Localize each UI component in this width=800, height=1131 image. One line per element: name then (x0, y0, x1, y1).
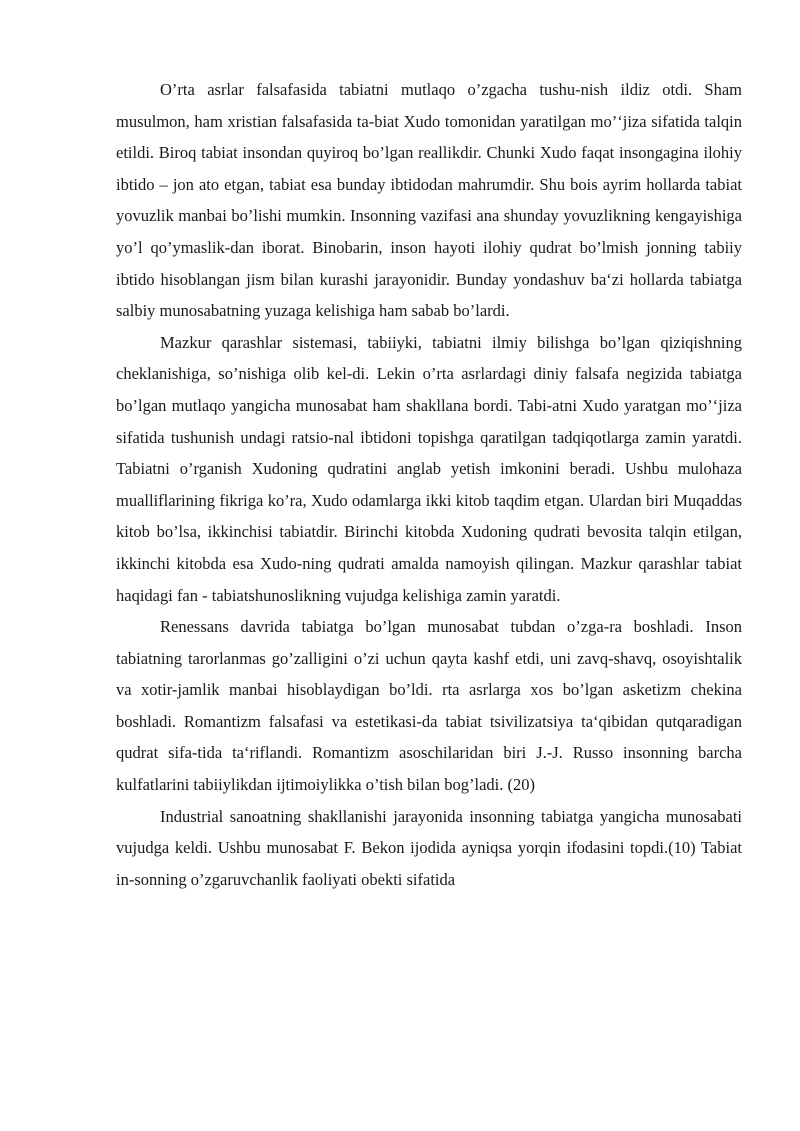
paragraph-1: O’rta asrlar falsafasida tabiatni mutlaqo o’zgacha tushu-nish ildiz otdi. Sham musulmon, ham xristian falsafasida ta-biat Xudo tomonidan yaratilgan mo’‘jiza sifatida talqin etildi. Biroq tabiat insondan quyiroq bo’lgan reallikdir. Chunki Xudo faqat insongagina ilohiy ibtido – jon ato etgan, tabiat esa bunday ibtidodan mahrumdir. Shu bois ayrim hollarda tabiat yovuzlik manbai bo’lishi mumkin. Insonning vazifasi ana shunday yovuzlikning kengayishiga yo’l qo’ymaslik-dan iborat. Binobarin, inson hayoti ilohiy qudrat bo’lmish jonning tabiiy ibtido hisoblangan jism bilan kurashi jarayonidir. Bunday yondashuv ba‘zi hollarda tabiatga salbiy munosabatning yuzaga kelishiga ham sabab bo’lardi. (116, 80, 742, 321)
paragraph-2: Mazkur qarashlar sistemasi, tabiiyki, tabiatni ilmiy bilishga bo’lgan qiziqishning cheklanishiga, so’nishiga olib kel-di. Lekin o’rta asrlardagi diniy falsafa negizida tabiatga bo’lgan mutlaqo yangicha munosabat ham shakllana bordi. Tabi-atni Xudo yaratgan mo’‘jiza sifatida tushunish undagi ratsio-nal ibtidoni topishga qaratilgan tadqiqotlarga zamin yaratdi. Tabiatni o’rganish Xudoning qudratini anglab yetish imkonini beradi. Ushbu mulohaza mualliflarining fikriga ko’ra, Xudo odamlarga ikki kitob taqdim etgan. Ulardan biri Muqaddas kitob bo’lsa, ikkinchisi tabiatdir. Birinchi kitobda Xudoning qudrati bevosita talqin etilgan, ikkinchi kitobda esa Xudo-ning qudrati amalda namoyish qilingan. Mazkur qarashlar tabiat haqidagi fan - tabiatshunoslikning vujudga kelishiga zamin yaratdi. (116, 332, 742, 605)
paragraph-3: Renessans davrida tabiatga bo’lgan munosabat tubdan o’zga-ra boshladi. Inson tabiatning tarorlanmas go’zalligini o’zi uchun qayta kashf etdi, uni zavq-shavq, osoyishtalik va xotir-jamlik manbai hisoblaydigan bo’ldi. rta asrlarga xos bo’lgan asketizm chekina boshladi. Romantizm falsafasi va estetikasi-da tabiat tsivilizatsiya ta‘qibidan qutqaradigan qudrat sifa-tida ta‘riflandi. Romantizm asoschilaridan biri J.-J. Russo insonning barcha kulfatlarini tabiiylikdan ijtimoiylikka o’tish bilan bog’ladi. (20) (116, 617, 742, 795)
document-page (116, 74, 742, 895)
paragraph-4: Industrial sanoatning shakllanishi jarayonida insonning tabiatga yangicha munosabati vujudga keldi. Ushbu munosabat F. Bekon ijodida ayniqsa yorqin ifodasini topdi.(10) Tabiat in-sonning o’zgaruvchanlik faoliyati obekti sifatida (116, 806, 742, 889)
